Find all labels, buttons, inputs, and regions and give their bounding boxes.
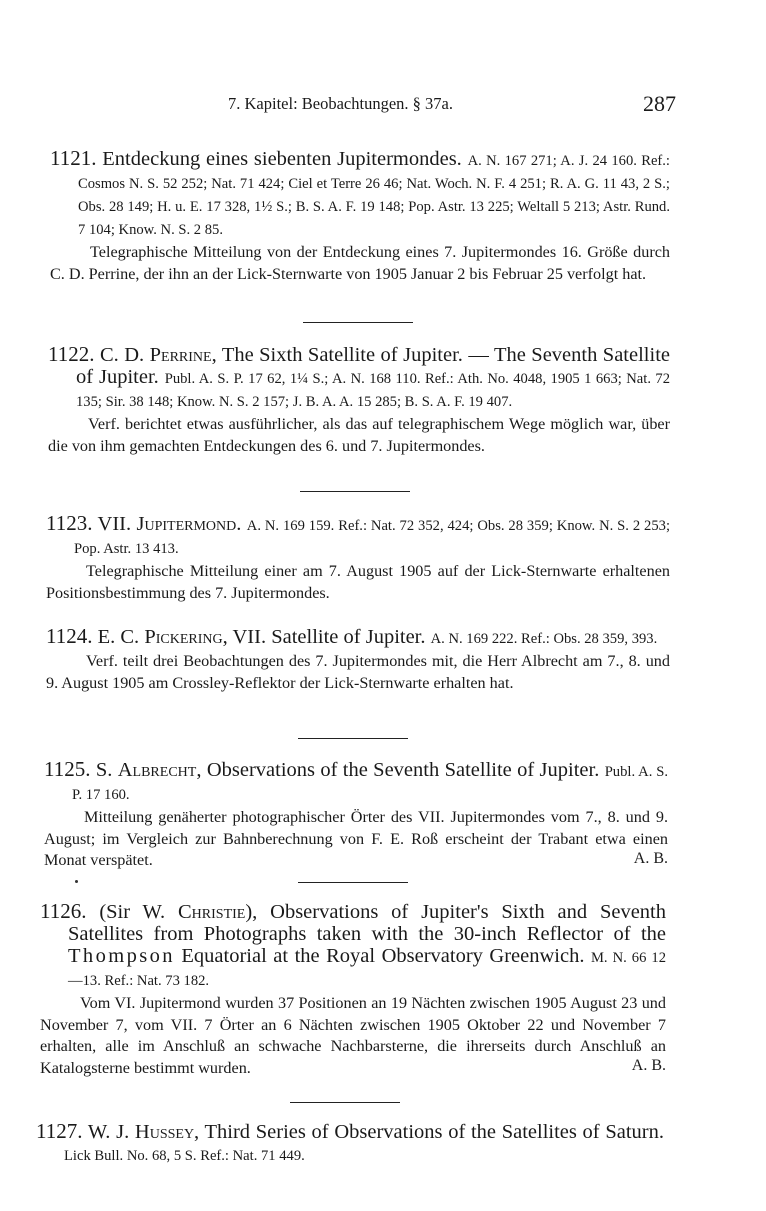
entry-references: Publ. A. S. P. 17 62, 1¼ S.; A. N. 168 110. Ref.: Ath. No. 4048, 1905 1 663; Nat. 72 135; Sir. 38 148; Know. N. S. 2 157; J. B. A. A. 15 285; B. S. A. F. 19 407.	[76, 371, 671, 410]
entry-number: 1127.	[36, 1119, 83, 1143]
entry-number: 1123.	[46, 511, 93, 535]
author-initials: C. D.	[99, 344, 145, 366]
running-head-title: 7. Kapitel: Beobachtungen. § 37a.	[228, 94, 453, 113]
signature: A. B.	[631, 1057, 666, 1074]
entry-abstract: Mitteilung genäherter photographischer Örter des VII. Jupitermondes vom 7., 8. und 9. August; im Vergleich zur Bahnberechnung von F. E. Roß erscheint der Trabant etwa einen Monat verspätet.	[44, 808, 668, 869]
author-initials: (Sir W.	[99, 901, 166, 923]
author-initials: S.	[95, 759, 113, 781]
entry-abstract: Verf. berichtet etwas ausführlicher, als das auf telegraphischem Wege möglich war, über die von ihm gemachten Entdeckungen des 6. und 7. Jupitermondes.	[48, 415, 670, 455]
entry-title-prefix: VII.	[97, 513, 132, 535]
signature: A. B.	[633, 849, 668, 867]
separator-rule	[290, 1102, 400, 1103]
stray-mark	[75, 880, 78, 883]
entry-number: 1126.	[40, 899, 87, 923]
entry-abstract: Telegraphische Mitteilung von der Entdeckung eines 7. Jupitermondes 16. Größe durch C. D. Perrine, der ihn an der Lick-Sternwarte von 1905 Januar 2 bis Februar 25 verfolgt hat.	[50, 243, 670, 283]
entry-number: 1124.	[46, 624, 93, 648]
entry-number: 1121.	[50, 146, 97, 170]
entry-title: Entdeckung eines siebenten Jupitermondes.	[102, 148, 462, 170]
entry-number: 1122.	[48, 342, 95, 366]
entry-references: Publ. A. S. P. 17 160.	[72, 764, 669, 803]
entry-references: A. N. 167 271; A. J. 24 160. Ref.: Cosmos N. S. 52 252; Nat. 71 424; Ciel et Terre 26 46; Nat. Woch. N. F. 4 251; R. A. G. 11 43, 2 S.; Obs. 28 149; H. u. E. 17 328, 1½ S.; B. S. A. F. 19 148; Pop. Astr. 13 225; Weltall 5 213; Astr. Rund. 7 104; Know. N. S. 2 85.	[78, 153, 670, 238]
entry-title: The Sixth Satellite of Jupiter. — The Seventh Satellite of Jupiter.	[76, 344, 670, 388]
author-name: Albrecht,	[117, 759, 202, 781]
author-initials: E. C.	[97, 626, 140, 648]
author-name: Pickering,	[144, 626, 228, 648]
entry-abstract: Telegraphische Mitteilung einer am 7. August 1905 auf der Lick-Sternwarte erhaltenen Positionsbestimmung des 7. Jupitermondes.	[46, 562, 670, 602]
separator-rule	[300, 491, 410, 492]
author-name: Perrine,	[149, 344, 217, 366]
author-name: Hussey,	[134, 1121, 200, 1143]
entry-1127	[36, 1120, 664, 1166]
entry-1125	[44, 758, 668, 868]
entry-title: Observations of the Seventh Satellite of Jupiter.	[206, 759, 600, 781]
entry-title: Jupitermond.	[136, 513, 242, 535]
entry-title-spaced: Thompson	[68, 945, 175, 967]
separator-rule	[298, 738, 408, 739]
entry-1121	[50, 147, 670, 285]
author-initials: W. J.	[87, 1121, 130, 1143]
entry-1124	[46, 625, 670, 694]
entry-references: M. N. 66 12—13. Ref.: Nat. 73 182.	[68, 950, 667, 989]
entry-title: Observations of Jupiter's Sixth and Seventh Satellites from Photographs taken with the 30-inch Reflector of the	[68, 901, 667, 945]
separator-rule	[303, 322, 413, 323]
entry-abstract: Vom VI. Jupitermond wurden 37 Positionen an 19 Nächten zwischen 1905 August 23 und November 7, vom VII. 7 Örter an 6 Nächten zwischen 1905 Oktober 22 und November 7 erhalten, alle im Anschluß an schwache Nachbarsterne, die ihrerseits durch Anschluß an Katalogsterne bestimmt wurden.	[40, 994, 666, 1077]
entry-abstract: Verf. teilt drei Beobachtungen des 7. Jupitermondes mit, die Herr Albrecht am 7., 8. und 9. August 1905 am Crossley-Reflektor der Lick-Sternwarte erhalten hat.	[46, 652, 670, 692]
separator-rule	[298, 882, 408, 883]
entry-references: A. N. 169 159. Ref.: Nat. 72 352, 424; Obs. 28 359; Know. N. S. 2 253; Pop. Astr. 13 413.	[74, 518, 670, 557]
author-name: Christie),	[178, 901, 258, 923]
entry-number: 1125.	[44, 757, 91, 781]
entry-1126	[40, 900, 666, 1075]
entry-references: A. N. 169 222. Ref.: Obs. 28 359, 393.	[430, 631, 658, 647]
entry-references: Lick Bull. No. 68, 5 S. Ref.: Nat. 71 449.	[64, 1148, 305, 1164]
entry-title-end: Equatorial at the Royal Observatory Greenwich.	[181, 945, 585, 967]
page-number: 287	[643, 91, 676, 116]
entry-title: Third Series of Observations of the Satellites of Saturn.	[204, 1121, 664, 1143]
entry-title: VII. Satellite of Jupiter.	[232, 626, 426, 648]
entry-1122	[48, 343, 670, 457]
entry-1123	[46, 512, 670, 604]
